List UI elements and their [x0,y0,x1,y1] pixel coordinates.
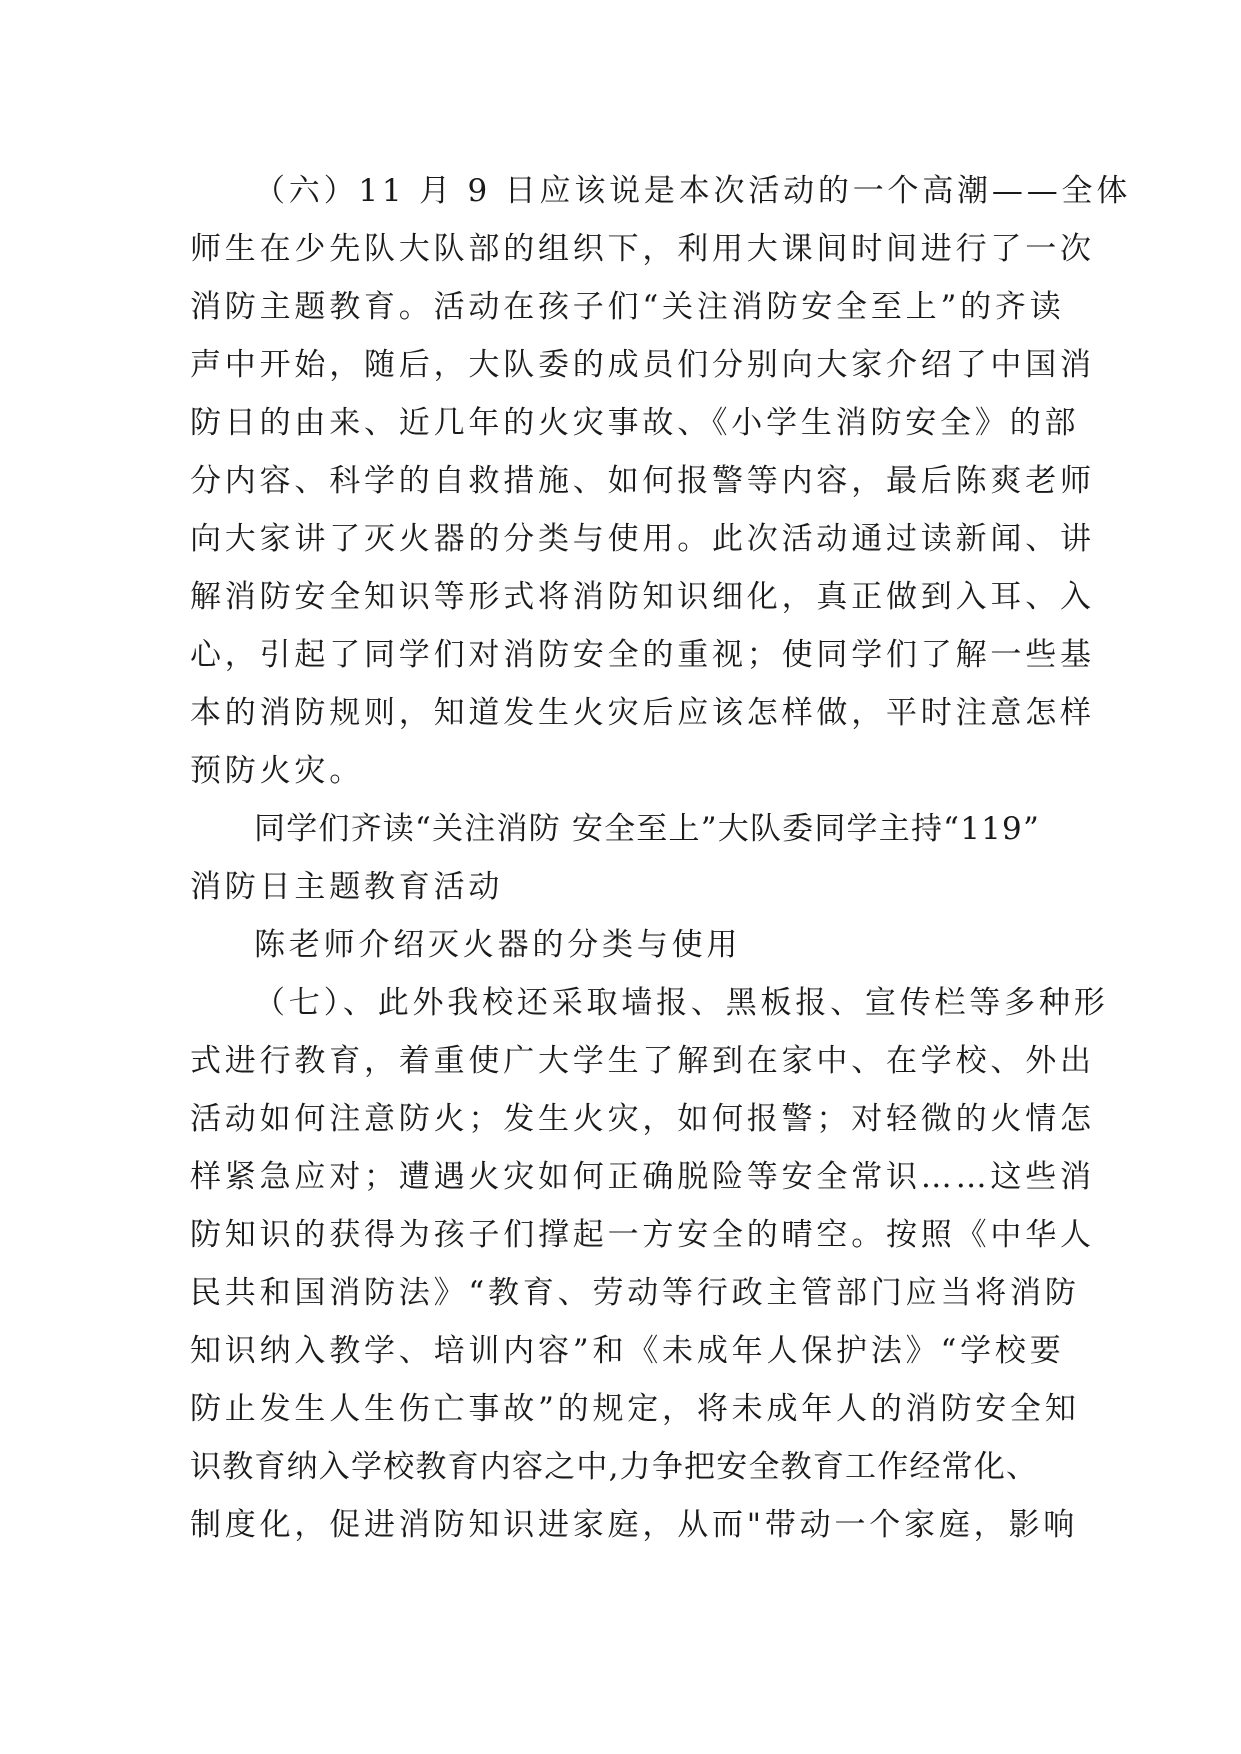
paragraph-1-line-9: 心，引起了同学们对消防安全的重视；使同学们了解一些基 [190,637,1095,673]
paragraph-1-line-1: （六）11 月 9 日应该说是本次活动的一个高潮——全体 [254,173,1132,209]
paragraph-4-line-9: 识教育纳入学校教育内容之中,力争把安全教育工作经常化、 [190,1449,1039,1485]
paragraph-1-line-7: 向大家讲了灭火器的分类与使用。此次活动通过读新闻、讲 [190,521,1095,557]
paragraph-4-line-10: 制度化，促进消防知识进家庭，从而"带动一个家庭，影响 [190,1507,1079,1543]
paragraph-1-line-6: 分内容、科学的自救措施、如何报警等内容，最后陈爽老师 [190,463,1095,499]
paragraph-4-line-5: 防知识的获得为孩子们撑起一方安全的晴空。按照《中华人 [190,1217,1095,1253]
paragraph-4-line-6: 民共和国消防法》“教育、劳动等行政主管部门应当将消防 [190,1275,1080,1311]
caption-2-line-1: 陈老师介绍灭火器的分类与使用 [254,927,742,963]
paragraph-4-line-2: 式进行教育，着重使广大学生了解到在家中、在学校、外出 [190,1043,1095,1079]
paragraph-1-line-11: 预防火灾。 [190,753,364,789]
paragraph-1-line-5: 防日的由来、近几年的火灾事故、《小学生消防安全》的部 [190,405,1080,441]
paragraph-1-line-2: 师生在少先队大队部的组织下，利用大课间时间进行了一次 [190,231,1095,267]
caption-1-line-2: 消防日主题教育活动 [190,869,504,905]
paragraph-1-line-10: 本的消防规则，知道发生火灾后应该怎样做，平时注意怎样 [190,695,1095,731]
paragraph-4-line-8: 防止发生人生伤亡事故”的规定，将未成年人的消防安全知 [190,1391,1080,1427]
caption-1-line-1: 同学们齐读“关注消防 安全至上”大队委同学主持“119” [254,811,1041,847]
paragraph-1-line-8: 解消防安全知识等形式将消防知识细化，真正做到入耳、入 [190,579,1095,615]
paragraph-1-line-3: 消防主题教育。活动在孩子们“关注消防安全至上”的齐读 [190,289,1065,325]
paragraph-4-line-1: （七）、此外我校还采取墙报、黑板报、宣传栏等多种形 [254,985,1109,1021]
paragraph-1-line-4: 声中开始，随后，大队委的成员们分别向大家介绍了中国消 [190,347,1095,383]
paragraph-4-line-7: 知识纳入教学、培训内容”和《未成年人保护法》“学校要 [190,1333,1065,1369]
paragraph-4-line-3: 活动如何注意防火；发生火灾，如何报警；对轻微的火情怎 [190,1101,1095,1137]
body-text [190,162,1132,1554]
paragraph-4-line-4: 样紧急应对；遭遇火灾如何正确脱险等安全常识……这些消 [190,1159,1095,1195]
